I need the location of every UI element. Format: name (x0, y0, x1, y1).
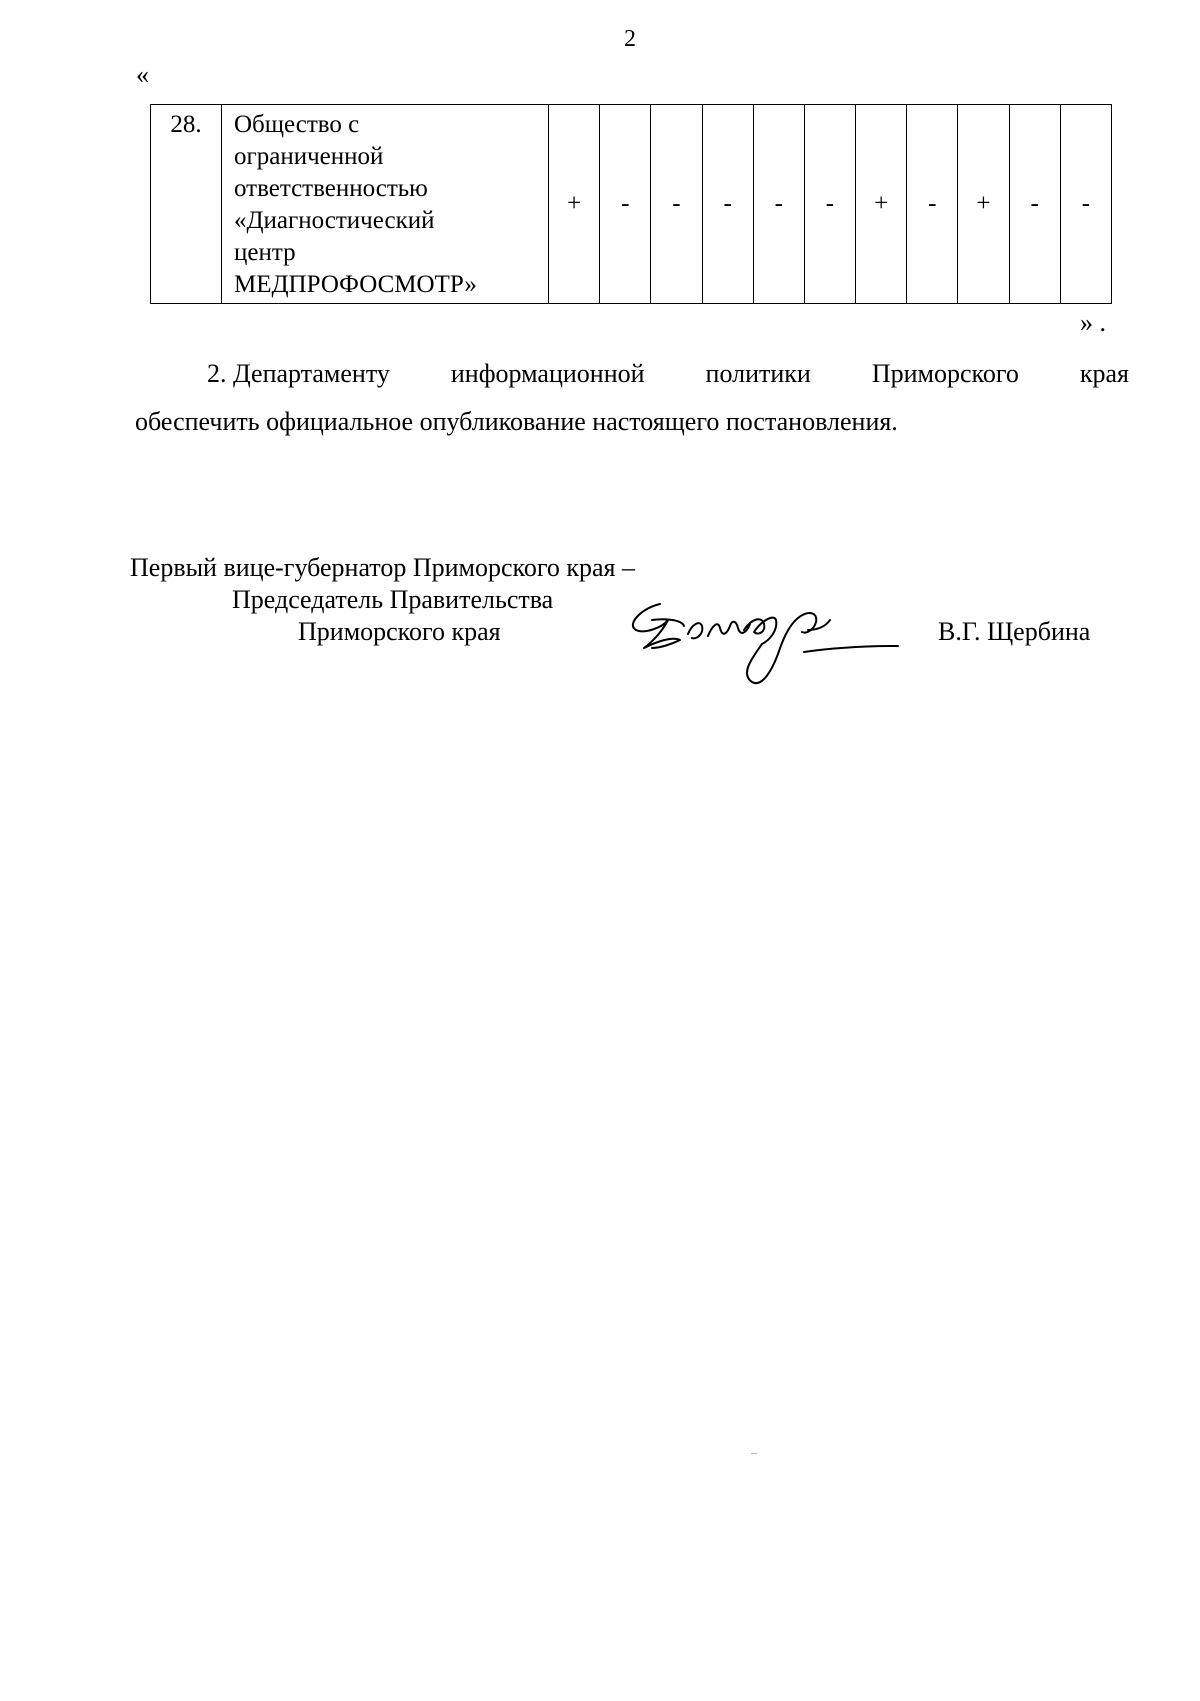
mark-cell: - (804, 105, 855, 304)
paragraph-word: Приморского (871, 359, 1019, 388)
signer-name: В.Г. Щербина (938, 617, 1091, 646)
mark-cell: - (702, 105, 753, 304)
scan-artifact (751, 1453, 757, 1454)
organization-name-line: ограниченной (234, 143, 384, 170)
signatory-title-line: Приморского края (298, 617, 501, 646)
mark-cell: - (651, 105, 702, 304)
mark-cell: + (856, 105, 907, 304)
row-number: 28. (151, 105, 222, 304)
organization-name-line: «Диагностический (234, 207, 435, 234)
signatory-title-line: Первый вице-губернатор Приморского края – (130, 553, 635, 582)
organization-name (222, 105, 549, 304)
paragraph-word: края (1079, 359, 1129, 388)
paragraph-word: информационной (450, 359, 645, 388)
mark-cell: + (958, 105, 1009, 304)
paragraph-line (135, 350, 1129, 398)
mark-cell: - (600, 105, 651, 304)
organization-name-line: ответственностью (234, 175, 428, 202)
signatory-title-line: Председатель Правительства (232, 585, 554, 614)
organization-name-line: Общество с (234, 111, 360, 138)
mark-cell: + (549, 105, 600, 304)
closing-quote: » . (1080, 308, 1106, 337)
page-number: 2 (624, 26, 636, 52)
paragraph-word: 2. Департаменту (207, 359, 390, 388)
paragraph-item-2 (135, 350, 1129, 446)
organization-name-line: МЕДПРОФОСМОТР» (234, 271, 477, 298)
paragraph-word: политики (705, 359, 811, 388)
opening-quote: « (136, 60, 149, 89)
mark-cell: - (753, 105, 804, 304)
mark-cell: - (907, 105, 958, 304)
paragraph-line: обеспечить официальное опубликование настоящего постановления. (135, 407, 898, 436)
table-row (151, 105, 1112, 304)
organization-table (150, 104, 1112, 304)
mark-cell: - (1009, 105, 1060, 304)
mark-cell: - (1060, 105, 1111, 304)
organization-name-line: центр (234, 239, 296, 266)
handwritten-signature (622, 590, 922, 690)
